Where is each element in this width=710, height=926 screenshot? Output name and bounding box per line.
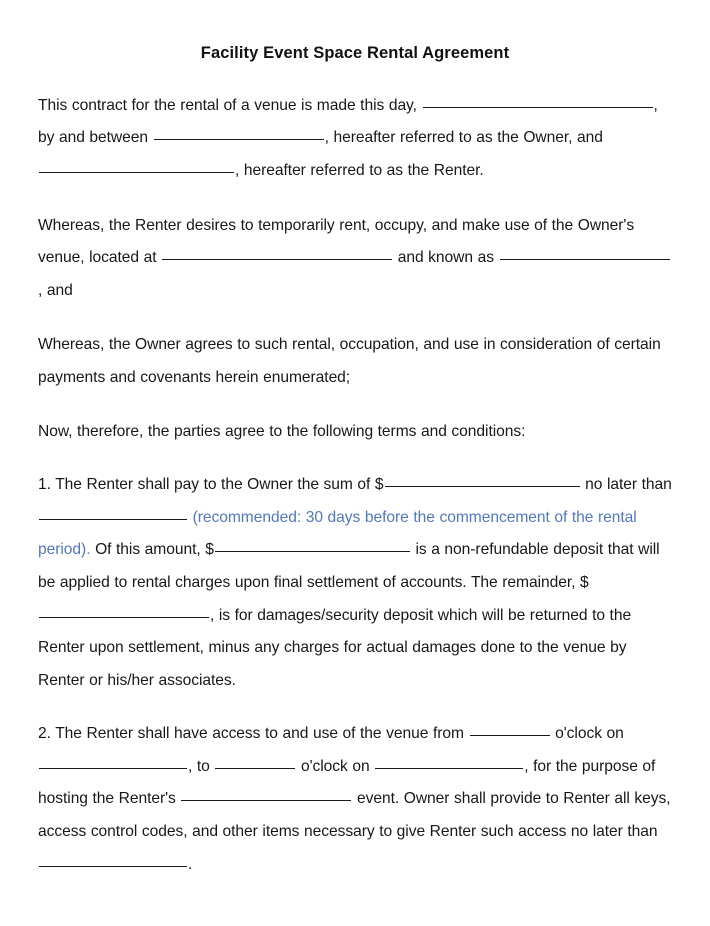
clause-2 xyxy=(38,718,672,881)
blank-owner-name[interactable] xyxy=(154,126,324,140)
clause-2-text-7: . xyxy=(188,855,193,873)
intro-text-1: This contract for the rental of a venue is made this day, xyxy=(38,96,417,114)
blank-event-type[interactable] xyxy=(181,787,351,801)
clause-2-text-6: event. Owner shall provide to Renter all keys, access control codes, and other items necessary to give Renter such access no later than xyxy=(38,790,671,841)
clause-1-recommendation: (recommended: 30 days before the commencement of the rental period). xyxy=(38,508,637,559)
clause-2-text-3: , to xyxy=(188,757,210,775)
blank-access-start-time[interactable] xyxy=(470,722,550,736)
blank-access-start-date[interactable] xyxy=(39,755,187,769)
blank-date[interactable] xyxy=(423,94,653,108)
paragraph-intro xyxy=(38,90,672,188)
page-title: Facility Event Space Rental Agreement xyxy=(200,44,510,62)
clause-1-text-2: no later than xyxy=(585,476,672,494)
clause-1-text-5: , is for damages/security deposit which will be returned to the Renter upon settlement, minus any charges for actual damages done to the venue by Renter or his/her associates. xyxy=(38,606,632,689)
intro-text-4: , hereafter referred to as the Renter. xyxy=(235,161,484,179)
blank-venue-address[interactable] xyxy=(162,246,392,260)
blank-access-end-date[interactable] xyxy=(375,755,523,769)
clause-1-text-4: is a non-refundable deposit that will be applied to rental charges upon final settlement of accounts. The remainder, $ xyxy=(38,541,660,591)
clause-2-text-4: o'clock on xyxy=(300,757,370,775)
blank-remainder-amount[interactable] xyxy=(39,604,209,618)
whereas-renter-text-1: Whereas, the Renter desires to temporarily rent, occupy, and make use of the Owner's venue, located at xyxy=(38,216,635,267)
clause-2-text-2: o'clock on xyxy=(555,725,624,743)
blank-access-end-time[interactable] xyxy=(215,755,295,769)
blank-deposit-amount[interactable] xyxy=(215,538,410,552)
paragraph-whereas-owner xyxy=(38,329,672,394)
paragraph-whereas-renter xyxy=(38,210,672,308)
intro-text-2: , by and between xyxy=(38,96,658,147)
clause-1 xyxy=(38,469,672,697)
intro-text-3: , hereafter referred to as the Owner, and xyxy=(324,129,603,147)
whereas-renter-text-3: , and xyxy=(38,281,73,299)
blank-renter-name[interactable] xyxy=(39,159,234,173)
clause-2-text-5: , for the purpose of hosting the Renter's xyxy=(38,757,656,808)
whereas-owner-text: Whereas, the Owner agrees to such rental, occupation, and use in consideration of certain payments and covenants herein enumerated; xyxy=(38,336,661,386)
clause-1-text-1: 1. The Renter shall pay to the Owner the sum of $ xyxy=(38,476,384,494)
paragraph-now-therefore xyxy=(38,416,672,449)
clause-2-text-1: 2. The Renter shall have access to and use of the venue from xyxy=(38,725,464,743)
blank-keys-delivery-date[interactable] xyxy=(39,853,187,867)
blank-venue-known-as[interactable] xyxy=(500,246,670,260)
now-therefore-text: Now, therefore, the parties agree to the following terms and conditions: xyxy=(38,422,526,440)
clause-1-text-3: Of this amount, $ xyxy=(95,541,214,559)
blank-total-sum[interactable] xyxy=(385,473,580,487)
blank-payment-due-date[interactable] xyxy=(39,506,187,520)
whereas-renter-text-2: and known as xyxy=(397,249,494,267)
